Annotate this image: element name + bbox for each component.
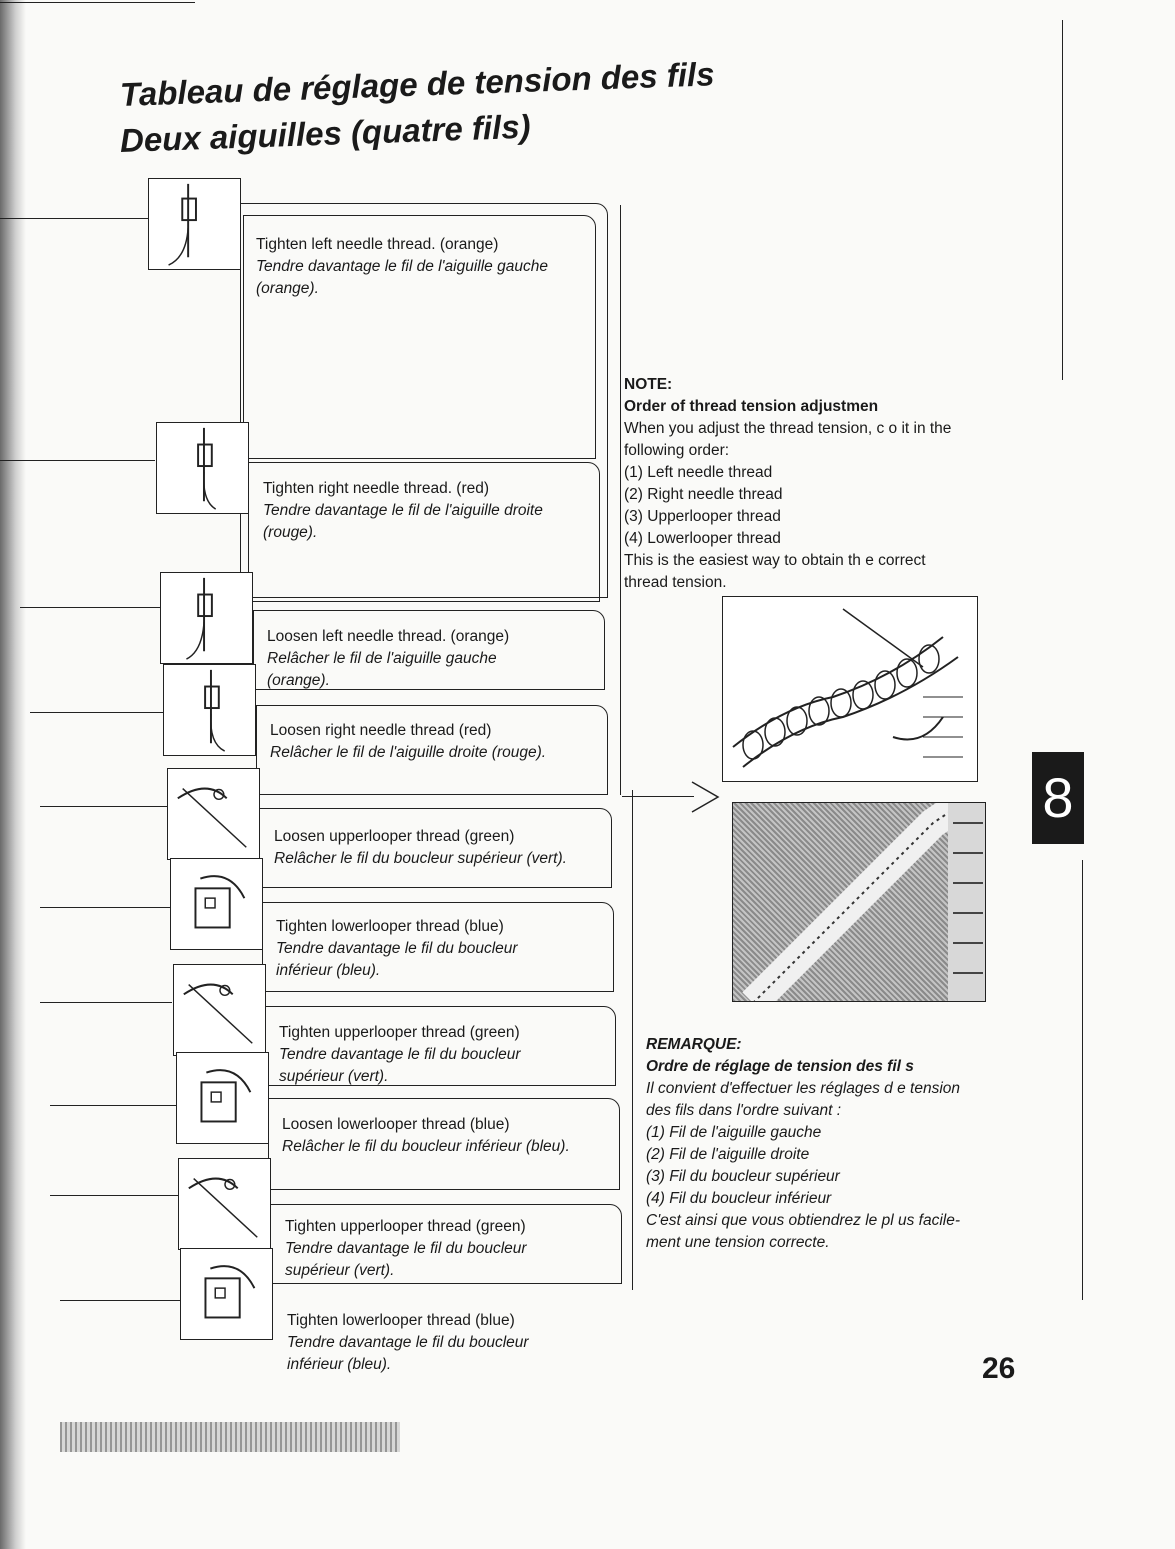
margin-line <box>0 460 155 461</box>
lower-looper-icon <box>170 858 263 950</box>
lower-looper-icon <box>176 1052 269 1144</box>
margin-line <box>0 218 148 219</box>
step-10-text: Tighten lowerlooper thread (blue) Tendre davantage le fil du boucleur inférieur (bleu). <box>287 1312 529 1373</box>
stitch-photo-image <box>732 802 986 1002</box>
note-text: following order: <box>624 442 730 459</box>
remark-text: C'est ainsi que vous obtiendrez le pl us facile- <box>646 1212 960 1229</box>
remark-list-item: (4) Fil du boucleur inférieur <box>646 1190 832 1207</box>
margin-line <box>20 607 160 608</box>
margin-line <box>40 1002 172 1003</box>
remark-list-item: (2) Fil de l'aiguille droite <box>646 1146 810 1163</box>
margin-line <box>50 1105 176 1106</box>
stitch-diagram-image <box>722 596 978 782</box>
upper-looper-icon <box>173 964 266 1056</box>
remark-block <box>646 1034 1026 1254</box>
remark-text: ment une tension correcte. <box>646 1234 830 1251</box>
lower-looper-icon <box>180 1248 273 1340</box>
note-subheading: Order of thread tension adjustmen <box>624 398 879 415</box>
page-title-line2: Deux aiguilles (quatre fils) <box>119 107 532 159</box>
note-list-item: (3) Upperlooper thread <box>624 508 781 525</box>
margin-line <box>30 712 165 713</box>
upper-looper-icon <box>178 1158 271 1250</box>
needle-left-icon <box>148 178 241 270</box>
note-list-item: (1) Left needle thread <box>624 464 773 481</box>
needle-right-icon <box>163 664 256 756</box>
margin-line <box>40 907 170 908</box>
page-top-line <box>0 2 195 3</box>
step-7-text: Tighten upperlooper thread (green) Tendre davantage le fil du boucleur supérieur (vert). <box>279 1024 521 1085</box>
page-edge-line <box>1062 20 1063 380</box>
step-8-text: Loosen lowerlooper thread (blue) Relâcher le fil du boucleur inférieur (bleu). <box>282 1116 570 1155</box>
remark-list-item: (3) Fil du boucleur supérieur <box>646 1168 840 1185</box>
flow-connector <box>620 205 621 795</box>
page-edge-line <box>1082 860 1083 1300</box>
step-6-text: Tighten lowerlooper thread (blue) Tendre davantage le fil du boucleur inférieur (bleu). <box>276 918 518 979</box>
needle-left-icon <box>160 572 253 664</box>
page-binding-shadow <box>0 0 26 1549</box>
margin-line <box>60 1300 180 1301</box>
step-4-text: Loosen right needle thread (red) Relâcher le fil de l'aiguille droite (rouge). <box>270 722 547 761</box>
flow-connector-lower <box>632 790 633 1290</box>
remark-text: des fils dans l'ordre suivant : <box>646 1102 842 1119</box>
page-title-line1: Tableau de réglage de tension des fils <box>119 55 716 113</box>
page-number: 26 <box>982 1352 1016 1385</box>
note-text: thread tension. <box>624 574 727 591</box>
note-list-item: (4) Lowerlooper thread <box>624 530 781 547</box>
remark-subheading: Ordre de réglage de tension des fil s <box>646 1058 914 1075</box>
note-text: When you adjust the thread tension, c o it in the <box>624 420 952 437</box>
step-1-text: Tighten left needle thread. (orange) Tendre davantage le fil de l'aiguille gauche (orange). <box>256 236 548 297</box>
step-2-text: Tighten right needle thread. (red) Tendre davantage le fil de l'aiguille droite (rouge). <box>263 480 543 541</box>
chapter-tab: 8 <box>1032 752 1084 844</box>
step-5-text: Loosen upperlooper thread (green) Relâcher le fil du boucleur supérieur (vert). <box>274 828 567 867</box>
note-heading: NOTE: <box>624 376 673 393</box>
remark-list-item: (1) Fil de l'aiguille gauche <box>646 1124 822 1141</box>
note-text: This is the easiest way to obtain th e correct <box>624 552 926 569</box>
arrow-shaft <box>622 796 694 797</box>
scan-noise <box>60 1422 400 1452</box>
note-list-item: (2) Right needle thread <box>624 486 783 503</box>
arrow-right-icon <box>690 780 720 814</box>
upper-looper-icon <box>167 768 260 860</box>
remark-text: Il convient d'effectuer les réglages d e tension <box>646 1080 961 1097</box>
note-block <box>624 374 1002 594</box>
step-3-text: Loosen left needle thread. (orange) Relâcher le fil de l'aiguille gauche (orange). <box>267 628 510 689</box>
step-9-text: Tighten upperlooper thread (green) Tendre davantage le fil du boucleur supérieur (vert). <box>285 1218 527 1279</box>
needle-right-icon <box>156 422 249 514</box>
margin-line <box>40 806 168 807</box>
margin-line <box>50 1195 178 1196</box>
remark-heading: REMARQUE: <box>646 1036 742 1053</box>
